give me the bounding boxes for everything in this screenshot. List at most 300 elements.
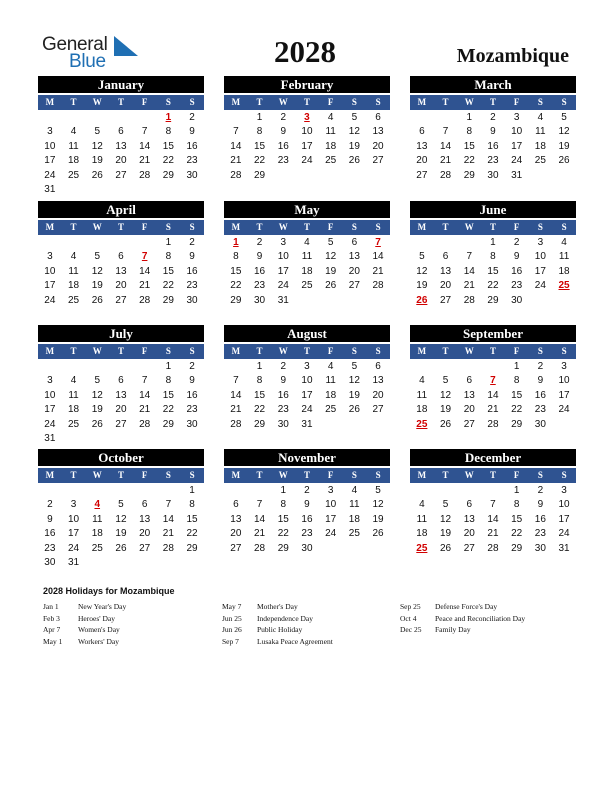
day-cell: 28 <box>139 294 151 306</box>
day-cell: 20 <box>416 155 428 167</box>
day-grid <box>410 235 576 308</box>
day-cell: 21 <box>162 528 174 540</box>
empty-cell <box>434 484 458 498</box>
day-cell: 30 <box>186 294 198 306</box>
day-cell: 10 <box>325 499 337 511</box>
weekday-header-row <box>224 344 390 359</box>
day-cell: 17 <box>558 389 570 401</box>
day-cell: 23 <box>534 404 546 416</box>
day-cell: 12 <box>416 265 428 277</box>
day-cell: 5 <box>561 112 567 123</box>
empty-cell <box>248 484 272 498</box>
day-cell: 23 <box>511 280 523 292</box>
weekday-header: W <box>92 346 102 356</box>
day-cell: 15 <box>511 513 523 525</box>
day-cell: 20 <box>139 528 151 540</box>
day-cell: 17 <box>277 265 289 277</box>
day-cell: 9 <box>189 251 195 263</box>
day-cell: 26 <box>115 542 127 554</box>
country-name: Mozambique <box>456 45 569 67</box>
day-cell: 26 <box>372 528 384 540</box>
day-cell: 1 <box>513 485 520 496</box>
weekday-header: S <box>375 97 381 107</box>
month-title: August <box>224 325 390 342</box>
day-cell: 3 <box>304 361 310 372</box>
day-cell: 24 <box>44 294 56 306</box>
day-cell: 28 <box>162 542 174 554</box>
holiday-date: Sep 25 <box>400 602 421 611</box>
day-cell: 15 <box>253 140 266 152</box>
weekday-header: F <box>513 346 520 356</box>
day-cell: 18 <box>67 280 80 292</box>
day-cell: 22 <box>511 404 523 416</box>
empty-cell <box>133 111 157 125</box>
month-title: November <box>224 449 390 466</box>
day-cell: 17 <box>44 280 56 292</box>
weekday-header: S <box>375 222 381 232</box>
empty-cell <box>133 484 157 498</box>
day-cell: 2 <box>189 237 195 248</box>
holiday-date: May 1 <box>43 636 63 646</box>
day-cell: 17 <box>44 404 56 416</box>
day-cell: 11 <box>416 389 428 401</box>
day-cell: 15 <box>162 140 174 152</box>
day-cell: 9 <box>256 251 263 263</box>
day-cell: 26 <box>91 418 103 430</box>
day-cell: 6 <box>375 112 381 123</box>
day-grid <box>224 483 390 556</box>
day-cell: 5 <box>442 375 449 387</box>
day-cell: 22 <box>253 404 266 416</box>
holiday-name: Women's Day <box>78 625 120 634</box>
day-cell: 29 <box>162 169 174 181</box>
weekday-header: S <box>537 470 543 480</box>
day-cell: 21 <box>487 528 499 540</box>
day-cell: 18 <box>325 140 337 152</box>
weekday-header: T <box>256 470 263 480</box>
day-cell: 28 <box>372 280 384 292</box>
day-cell: 30 <box>186 418 198 430</box>
day-cell: 18 <box>558 265 570 277</box>
empty-cell <box>457 360 481 374</box>
day-cell: 30 <box>44 556 56 568</box>
holiday-name: Independence Day <box>257 613 314 623</box>
weekday-header: T <box>489 470 496 480</box>
holiday-name: Heroes' Day <box>78 613 115 623</box>
day-cell: 22 <box>487 280 499 292</box>
day-cell: 6 <box>118 251 124 263</box>
day-cell: 11 <box>68 140 79 152</box>
day-cell: 29 <box>277 542 289 554</box>
day-cell: 24 <box>44 418 56 430</box>
day-cell: 4 <box>304 237 310 248</box>
day-grid <box>38 235 204 308</box>
day-grid <box>224 235 390 308</box>
day-cell: 20 <box>463 528 475 540</box>
day-cell: 15 <box>162 265 174 277</box>
empty-cell <box>85 111 109 125</box>
day-cell: 29 <box>253 169 266 181</box>
day-cell: 4 <box>70 251 77 263</box>
day-cell: 27 <box>439 294 452 306</box>
day-cell: 2 <box>537 361 544 372</box>
weekday-header: W <box>278 222 288 232</box>
month-march <box>410 76 576 183</box>
day-cell: 1 <box>165 237 172 248</box>
holiday-day-cell: 7 <box>141 251 148 263</box>
weekday-header: F <box>141 346 148 356</box>
day-cell: 14 <box>230 389 242 401</box>
logo <box>42 34 142 70</box>
weekday-header: T <box>303 346 310 356</box>
day-cell: 23 <box>186 280 198 292</box>
day-cell: 6 <box>351 237 358 248</box>
day-cell: 25 <box>534 155 546 167</box>
day-cell: 31 <box>44 432 56 444</box>
day-cell: 16 <box>186 265 198 277</box>
day-cell: 3 <box>47 126 53 138</box>
day-cell: 1 <box>256 361 263 372</box>
day-cell: 30 <box>253 294 266 306</box>
day-cell: 12 <box>439 513 452 525</box>
holiday-name: Public Holiday <box>257 625 303 634</box>
weekday-header: T <box>117 222 124 232</box>
day-cell: 13 <box>372 126 384 138</box>
day-cell: 28 <box>139 418 151 430</box>
day-cell: 13 <box>115 265 127 277</box>
day-cell: 28 <box>230 418 242 430</box>
weekday-header: T <box>117 470 124 480</box>
weekday-header: S <box>189 346 195 356</box>
day-cell: 8 <box>233 251 239 263</box>
day-cell: 3 <box>561 361 567 372</box>
empty-cell <box>481 360 505 374</box>
day-cell: 4 <box>327 112 334 123</box>
day-cell: 6 <box>375 361 381 372</box>
day-cell: 1 <box>466 112 473 123</box>
day-cell: 15 <box>511 389 523 401</box>
day-cell: 22 <box>162 404 174 416</box>
weekday-header: T <box>117 346 124 356</box>
day-cell: 24 <box>558 528 570 540</box>
weekday-header-row <box>38 468 204 483</box>
day-cell: 12 <box>372 499 384 511</box>
weekday-header-row <box>410 344 576 359</box>
day-cell: 7 <box>442 126 449 138</box>
empty-cell <box>410 360 434 374</box>
day-cell: 27 <box>348 280 360 292</box>
day-cell: 23 <box>277 155 289 167</box>
day-cell: 27 <box>115 418 127 430</box>
day-grid <box>410 110 576 183</box>
day-cell: 3 <box>513 112 520 123</box>
holiday-date: Oct 4 <box>400 613 417 623</box>
holiday-name: Lusaka Peace Agreement <box>257 636 333 646</box>
day-cell: 7 <box>256 499 263 511</box>
day-cell: 17 <box>558 513 570 525</box>
empty-cell <box>434 360 458 374</box>
weekday-header: T <box>442 222 449 232</box>
day-cell: 12 <box>558 126 570 138</box>
weekday-header: S <box>351 222 357 232</box>
holiday-day-cell: 25 <box>416 542 428 554</box>
day-cell: 11 <box>68 265 79 277</box>
day-cell: 25 <box>348 528 360 540</box>
weekday-header: S <box>165 470 171 480</box>
day-cell: 16 <box>186 389 198 401</box>
weekday-header: S <box>165 97 171 107</box>
holiday-date: Feb 3 <box>43 613 60 623</box>
month-title: December <box>410 449 576 466</box>
day-cell: 12 <box>115 513 127 525</box>
day-cell: 3 <box>47 375 53 387</box>
empty-cell <box>224 484 248 498</box>
holiday-day-cell: 1 <box>233 237 239 248</box>
day-cell: 6 <box>466 499 473 511</box>
weekday-header: S <box>189 222 195 232</box>
day-cell: 10 <box>44 140 56 152</box>
day-cell: 29 <box>162 418 174 430</box>
empty-cell <box>434 111 458 125</box>
day-cell: 20 <box>372 389 384 401</box>
holiday-date: Jun 25 <box>222 613 242 623</box>
month-title: July <box>38 325 204 342</box>
day-cell: 8 <box>513 499 520 511</box>
day-cell: 28 <box>487 542 499 554</box>
day-grid <box>410 359 576 432</box>
weekday-header: M <box>231 346 241 356</box>
day-cell: 8 <box>280 499 287 511</box>
holiday-name: Mother's Day <box>257 602 298 611</box>
holidays-title: 2028 Holidays for Mozambique <box>43 586 175 596</box>
day-cell: 11 <box>92 513 103 525</box>
day-cell: 25 <box>67 294 80 306</box>
day-cell: 15 <box>162 389 174 401</box>
day-cell: 25 <box>91 542 103 554</box>
day-cell: 12 <box>348 126 360 138</box>
weekday-header: W <box>92 97 102 107</box>
day-cell: 12 <box>439 389 452 401</box>
day-cell: 11 <box>416 513 428 525</box>
weekday-header: M <box>417 97 427 107</box>
day-cell: 20 <box>115 155 127 167</box>
day-cell: 22 <box>162 280 174 292</box>
day-cell: 30 <box>487 169 499 181</box>
day-cell: 23 <box>186 404 198 416</box>
empty-cell <box>85 236 109 250</box>
day-cell: 16 <box>44 528 56 540</box>
weekday-header: F <box>327 97 334 107</box>
month-august <box>224 325 390 432</box>
day-cell: 29 <box>511 418 523 430</box>
day-cell: 6 <box>141 499 148 511</box>
weekday-header: T <box>303 97 310 107</box>
day-cell: 26 <box>439 542 452 554</box>
day-cell: 9 <box>189 375 195 387</box>
day-cell: 8 <box>513 375 520 387</box>
day-cell: 22 <box>186 528 198 540</box>
day-cell: 19 <box>91 155 103 167</box>
day-cell: 1 <box>189 485 195 496</box>
weekday-header: M <box>45 222 55 232</box>
weekday-header-row <box>38 344 204 359</box>
weekday-header: S <box>189 470 195 480</box>
day-cell: 25 <box>325 155 337 167</box>
day-cell: 23 <box>186 155 198 167</box>
day-cell: 11 <box>349 499 360 511</box>
weekday-header: S <box>561 97 567 107</box>
day-cell: 6 <box>442 251 449 263</box>
empty-cell <box>62 360 86 374</box>
day-cell: 22 <box>162 155 174 167</box>
empty-cell <box>38 236 62 250</box>
day-cell: 15 <box>186 513 198 525</box>
day-cell: 19 <box>439 404 452 416</box>
weekday-header: T <box>442 97 449 107</box>
empty-cell <box>109 236 133 250</box>
month-july <box>38 325 204 446</box>
empty-cell <box>38 484 62 498</box>
day-cell: 5 <box>94 126 101 138</box>
day-cell: 25 <box>67 169 80 181</box>
day-cell: 24 <box>277 280 289 292</box>
day-cell: 2 <box>537 485 544 496</box>
day-cell: 30 <box>534 418 546 430</box>
day-cell: 8 <box>466 126 473 138</box>
holiday-column <box>43 602 126 648</box>
day-grid <box>224 359 390 432</box>
weekday-header: T <box>442 346 449 356</box>
day-cell: 28 <box>487 418 499 430</box>
day-cell: 19 <box>348 140 360 152</box>
weekday-header: W <box>278 97 288 107</box>
day-cell: 21 <box>230 155 242 167</box>
day-cell: 20 <box>230 528 242 540</box>
day-grid <box>38 110 204 197</box>
day-cell: 1 <box>165 361 172 372</box>
weekday-header: F <box>141 97 148 107</box>
day-cell: 10 <box>44 265 56 277</box>
empty-cell <box>62 236 86 250</box>
day-cell: 19 <box>91 404 103 416</box>
holiday-date: May 7 <box>222 602 242 611</box>
day-cell: 18 <box>416 528 428 540</box>
day-cell: 9 <box>304 499 310 511</box>
empty-cell <box>457 484 481 498</box>
day-cell: 7 <box>233 375 239 387</box>
weekday-header-row <box>224 468 390 483</box>
day-cell: 4 <box>419 375 425 387</box>
day-cell: 13 <box>439 265 452 277</box>
day-cell: 10 <box>558 375 570 387</box>
day-cell: 24 <box>301 155 313 167</box>
day-cell: 27 <box>463 418 475 430</box>
day-cell: 21 <box>253 528 266 540</box>
day-cell: 27 <box>416 169 428 181</box>
empty-cell <box>38 360 62 374</box>
weekday-header-row <box>38 220 204 235</box>
day-cell: 9 <box>513 251 520 263</box>
weekday-header-row <box>38 95 204 110</box>
day-cell: 9 <box>47 513 53 525</box>
day-cell: 11 <box>325 375 336 387</box>
weekday-header: M <box>45 470 55 480</box>
day-cell: 26 <box>558 155 570 167</box>
day-cell: 24 <box>67 542 80 554</box>
day-cell: 31 <box>67 556 80 568</box>
month-december <box>410 449 576 556</box>
day-cell: 20 <box>463 404 475 416</box>
day-cell: 19 <box>416 280 428 292</box>
day-cell: 18 <box>325 389 337 401</box>
day-cell: 14 <box>139 265 151 277</box>
holiday-entry <box>222 637 333 649</box>
day-cell: 18 <box>91 528 103 540</box>
holiday-day-cell: 4 <box>94 499 101 511</box>
day-cell: 9 <box>537 499 544 511</box>
day-cell: 30 <box>511 294 523 306</box>
day-cell: 19 <box>558 140 570 152</box>
day-cell: 4 <box>327 361 334 372</box>
day-cell: 13 <box>416 140 428 152</box>
holiday-entry <box>222 625 333 637</box>
day-cell: 29 <box>253 418 266 430</box>
holiday-entry <box>400 625 525 637</box>
day-cell: 23 <box>301 528 313 540</box>
day-cell: 6 <box>118 126 124 138</box>
day-cell: 20 <box>348 265 360 277</box>
day-cell: 3 <box>280 237 287 248</box>
day-cell: 3 <box>537 237 544 248</box>
logo-text-general: General <box>42 34 108 55</box>
day-cell: 3 <box>327 485 334 496</box>
logo-text-blue: Blue <box>69 51 106 72</box>
day-cell: 23 <box>253 280 266 292</box>
weekday-header: T <box>256 97 263 107</box>
empty-cell <box>85 484 109 498</box>
weekday-header: F <box>513 470 520 480</box>
day-cell: 19 <box>115 528 127 540</box>
day-cell: 31 <box>511 169 523 181</box>
weekday-header: S <box>351 470 357 480</box>
weekday-header: F <box>327 470 334 480</box>
day-cell: 8 <box>256 126 263 138</box>
day-cell: 17 <box>67 528 80 540</box>
holiday-entry <box>400 602 525 614</box>
day-cell: 3 <box>561 485 567 496</box>
day-cell: 31 <box>558 542 570 554</box>
day-cell: 1 <box>490 237 496 248</box>
day-cell: 12 <box>91 389 103 401</box>
day-cell: 3 <box>70 499 77 511</box>
day-cell: 4 <box>561 237 567 248</box>
day-cell: 2 <box>256 237 263 248</box>
day-cell: 24 <box>301 404 313 416</box>
day-cell: 2 <box>304 485 310 496</box>
day-cell: 5 <box>327 237 334 248</box>
day-cell: 20 <box>115 280 127 292</box>
weekday-header: S <box>561 470 567 480</box>
day-cell: 27 <box>372 404 384 416</box>
day-cell: 2 <box>280 361 287 372</box>
day-cell: 7 <box>141 375 148 387</box>
weekday-header: W <box>464 222 474 232</box>
day-cell: 27 <box>463 542 475 554</box>
day-cell: 17 <box>44 155 56 167</box>
holiday-column <box>222 602 333 648</box>
holiday-date: Jun 26 <box>222 625 242 634</box>
day-cell: 20 <box>372 140 384 152</box>
